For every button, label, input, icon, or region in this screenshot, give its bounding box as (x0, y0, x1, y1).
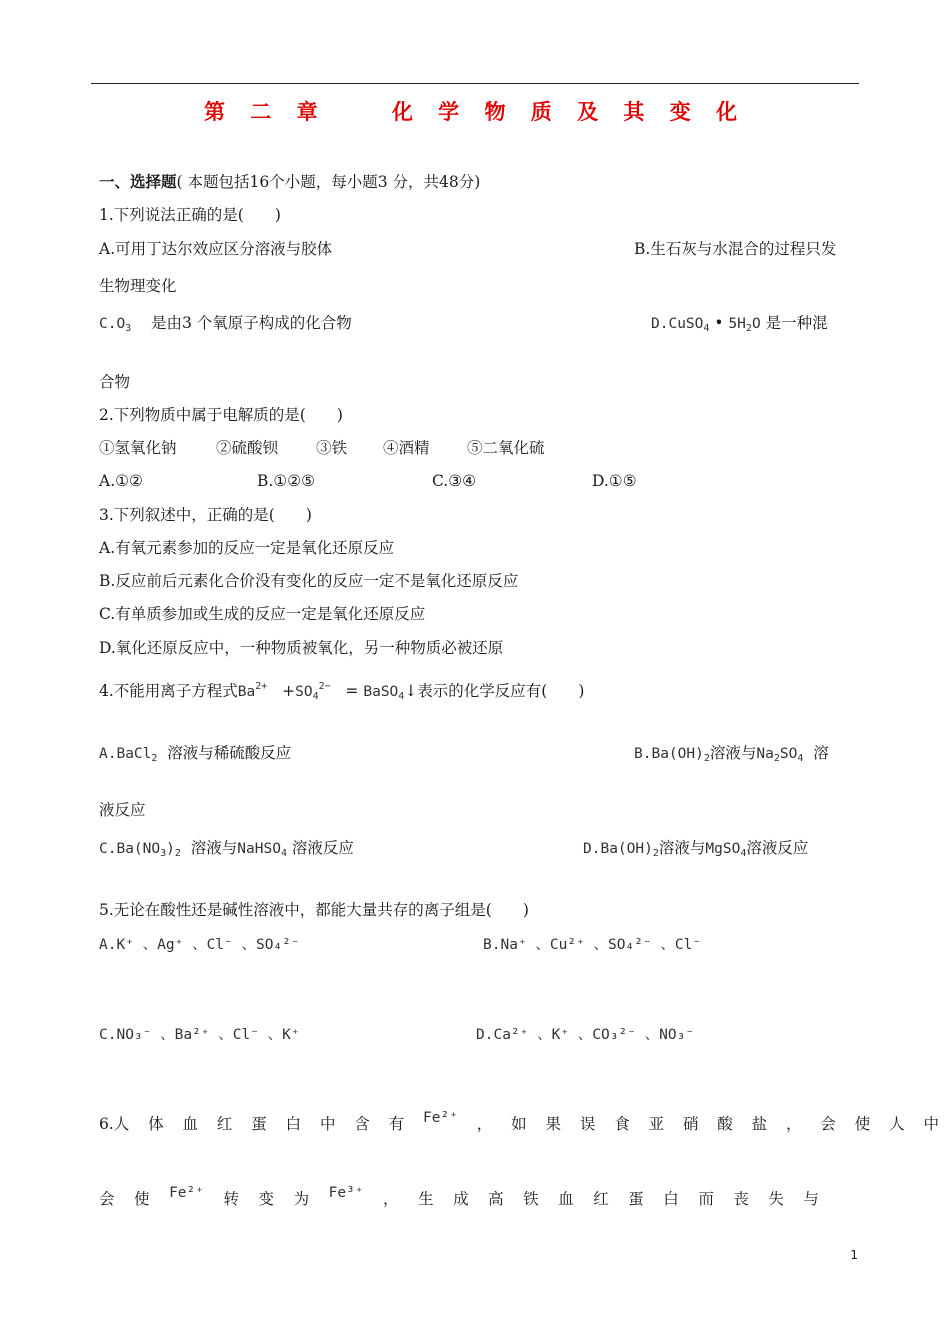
q1-option-b-cont: 生物理变化 (99, 277, 177, 295)
q4-option-d: $D.Ba(OH)_2$溶液与MgSO$_4$溶液反应 (583, 839, 809, 859)
q3-option-a: A.有氧元素参加的反应一定是氧化还原反应 (99, 539, 395, 557)
q1-option-a: A.可用丁达尔效应区分溶液与胶体 (99, 240, 333, 258)
q5-option-d: D.Ca²⁺ 、K⁺ 、CO₃²⁻ 、NO₃⁻ (476, 1027, 695, 1043)
header-rule (91, 83, 859, 84)
q3-option-c: C.有单质参加或生成的反应一定是氧化还原反应 (99, 605, 426, 623)
q6-line-2: 会 使 Fe²⁺ 转 变 为 Fe³⁺ ， 生 成 高 铁 血 红 蛋 白 而 丧 失 与 (99, 1185, 819, 1208)
q1-stem: 1.下列说法正确的是( ) (99, 206, 281, 224)
q1-option-d: D.CuSO$_4$ • $5H_2O$ 是一种混 (651, 314, 828, 334)
q4-option-a: A.BaCl$_2$ 溶液与稀硫酸反应 (99, 744, 292, 764)
q1-option-c: $C.O_3$ 是由3 个氧原子构成的化合物 (99, 314, 352, 334)
page-number: 1 (850, 1248, 858, 1262)
q3-option-b: B.反应前后元素化合价没有变化的反应一定不是氧化还原反应 (99, 572, 519, 590)
q4-option-b-cont: 液反应 (99, 801, 146, 819)
q1-option-b: B.生石灰与水混合的过程只发 (634, 240, 837, 258)
section-heading: 一、选择题( 本题包括16个小题，每小题3 分，共48分) (99, 172, 481, 191)
q4-option-c: $C.Ba(NO_3)_2$ 溶液与NaHSO$_4$ 溶液反应 (99, 839, 354, 859)
q6-line-1: 6.人 体 血 红 蛋 白 中 含 有 Fe²⁺ ， 如 果 误 食 亚 硝 酸 盐 ， 会 使 人 中 (99, 1110, 939, 1133)
q2-option-d: D.①⑤ (592, 472, 637, 490)
q4-stem: 4.不能用离子方程式$Ba^{2+}$ $+SO_4^{2-}$ = BaSO$_4$↓表示的化学反应有( ) (99, 681, 585, 702)
q5-option-b: B.Na⁺ 、Cu²⁺ 、SO₄²⁻ 、Cl⁻ (483, 937, 702, 953)
q2-item-4: ④酒精 (383, 439, 430, 457)
q1-option-d-cont: 合物 (99, 373, 131, 391)
q2-option-c: C.③④ (432, 472, 477, 490)
q5-stem: 5.无论在酸性还是碱性溶液中，都能大量共存的离子组是( ) (99, 901, 529, 919)
q2-item-1: ①氢氧化钠 (99, 439, 177, 457)
q2-item-5: ⑤二氧化硫 (467, 439, 545, 457)
chapter-title: 第 二 章 化 学 物 质 及 其 变 化 (203, 100, 747, 124)
q2-item-2: ②硫酸钡 (216, 439, 279, 457)
q5-option-a: A.K⁺ 、Ag⁺ 、Cl⁻ 、SO₄²⁻ (99, 937, 300, 953)
q3-option-d: D.氧化还原反应中，一种物质被氧化，另一种物质必被还原 (99, 639, 504, 657)
q2-option-b: B.①②⑤ (257, 472, 316, 490)
q4-option-b: $B.Ba(OH)_2$溶液与$Na_2SO_4$ 溶 (634, 744, 829, 764)
q2-option-a: A.①② (99, 472, 143, 490)
q2-stem: 2.下列物质中属于电解质的是( ) (99, 406, 343, 424)
q2-item-3: ③铁 (316, 439, 348, 457)
q5-option-c: C.NO₃⁻ 、Ba²⁺ 、Cl⁻ 、K⁺ (99, 1027, 300, 1043)
q3-stem: 3.下列叙述中，正确的是( ) (99, 506, 312, 524)
